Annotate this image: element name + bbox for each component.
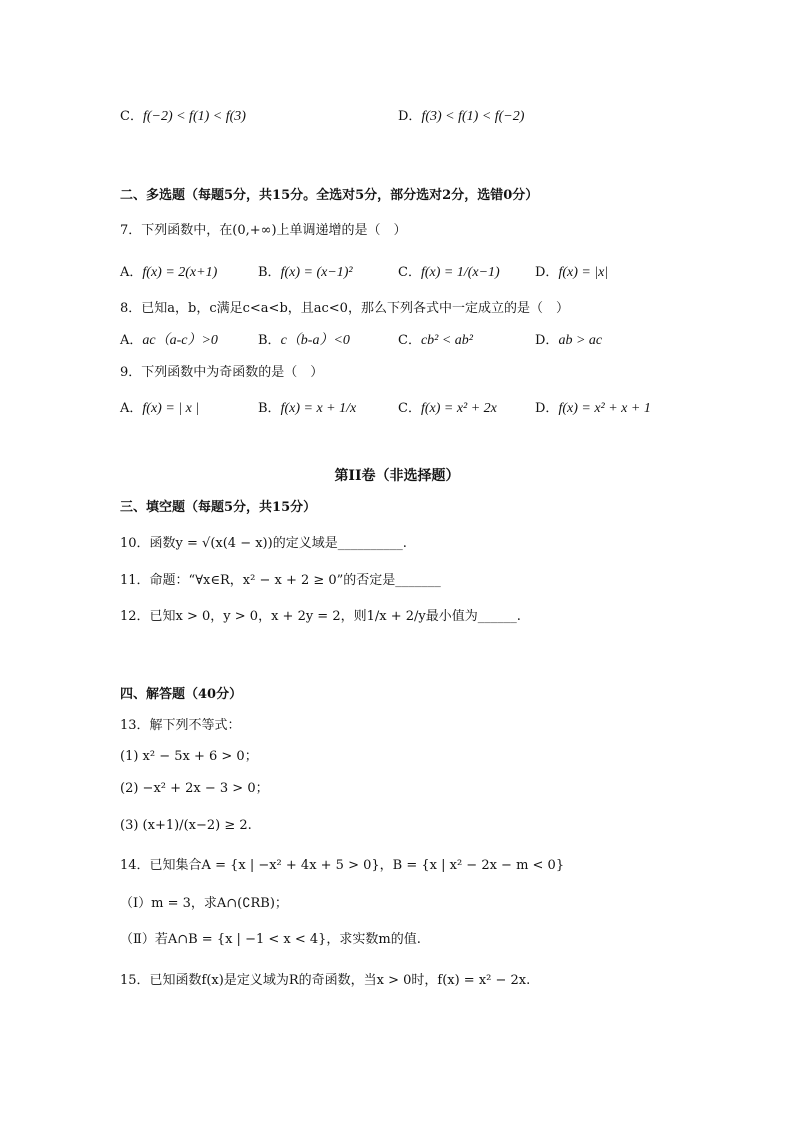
option-expr: cb² < ab² — [420, 333, 474, 348]
q7-option-b — [258, 262, 353, 284]
q13-stem: 13．解下列不等式： — [120, 718, 241, 733]
q9-option-d — [535, 398, 651, 420]
option-expr: f(x) = (x−1)² — [280, 265, 353, 280]
section-solve-title: 四、解答题（40分） — [120, 687, 243, 702]
q9-option-b — [258, 398, 356, 420]
q8-option-d — [535, 330, 602, 352]
section-multi-choice-title: 二、多选题（每题5分，共15分。全选对5分，部分选对2分，选错0分） — [120, 188, 539, 203]
option-expr: f(−2) < f(1) < f(3) — [142, 109, 246, 124]
option-expr: ab > ac — [558, 333, 603, 348]
q8-stem: 8．已知a，b，c满足c<a<b，且ac<0，那么下列各式中一定成立的是（ ） — [120, 301, 569, 316]
q13-part-1: (1) x² − 5x + 6 > 0； — [120, 749, 258, 764]
option-label: A． — [120, 333, 143, 348]
option-label: C． — [120, 109, 143, 124]
option-label: D． — [535, 265, 559, 280]
q8-option-b — [258, 330, 350, 352]
option-expr: f(x) = | x | — [142, 401, 200, 416]
q14-part-1: （Ⅰ）m = 3，求A∩(∁RB)； — [120, 896, 288, 911]
q11-text: 11．命题：“∀x∈R，x² − x + 2 ≥ 0”的否定是_______ — [120, 573, 441, 588]
option-label: B． — [258, 333, 281, 348]
q6-option-d — [398, 106, 524, 128]
q9-option-c — [398, 398, 497, 420]
option-expr: c（b-a）<0 — [280, 333, 350, 348]
q9-stem: 9．下列函数中为奇函数的是（ ） — [120, 365, 324, 380]
option-label: B． — [258, 265, 281, 280]
option-expr: f(x) = |x| — [558, 265, 609, 280]
option-label: D． — [398, 109, 422, 124]
option-label: C． — [398, 333, 421, 348]
option-expr: f(x) = 2(x+1) — [142, 265, 218, 280]
q13-part-3: (3) (x+1)/(x−2) ≥ 2. — [120, 818, 252, 833]
option-label: C． — [398, 265, 421, 280]
q14-part-2: （Ⅱ）若A∩B = {x | −1 < x < 4}，求实数m的值. — [120, 932, 421, 947]
q8-option-c — [398, 330, 473, 352]
q6-option-c — [120, 106, 246, 128]
q7-option-a — [120, 262, 217, 284]
option-label: B． — [258, 401, 281, 416]
q12-text: 12．已知x > 0，y > 0，x + 2y = 2，则1/x + 2/y最小值为______. — [120, 609, 521, 624]
option-expr: f(x) = x + 1/x — [280, 401, 357, 416]
option-expr: f(x) = x² + x + 1 — [558, 401, 651, 416]
section-fill-blank-title: 三、填空题（每题5分，共15分） — [120, 500, 317, 515]
option-label: A． — [120, 401, 143, 416]
option-expr: f(x) = 1/(x−1) — [420, 265, 500, 280]
option-expr: f(x) = x² + 2x — [420, 401, 497, 416]
option-label: A． — [120, 265, 143, 280]
option-label: D． — [535, 401, 559, 416]
q15-text: 15．已知函数f(x)是定义域为R的奇函数，当x > 0时，f(x) = x² − 2x. — [120, 973, 531, 988]
q9-option-a — [120, 398, 199, 420]
q7-option-d — [535, 262, 608, 284]
q8-option-a — [120, 330, 218, 352]
q7-option-c — [398, 262, 500, 284]
option-expr: f(3) < f(1) < f(−2) — [421, 109, 525, 124]
part-two-title: 第II卷（非选择题） — [334, 468, 460, 484]
q7-stem: 7．下列函数中，在(0,+∞)上单调递增的是（ ） — [120, 223, 407, 238]
option-expr: ac（a-c）>0 — [142, 333, 218, 348]
q10-text: 10．函数y = √(x(4 − x))的定义域是__________. — [120, 536, 407, 551]
option-label: D． — [535, 333, 559, 348]
q13-part-2: (2) −x² + 2x − 3 > 0； — [120, 781, 269, 796]
option-label: C． — [398, 401, 421, 416]
q14-stem: 14．已知集合A = {x | −x² + 4x + 5 > 0}，B = {x | x² − 2x − m < 0} — [120, 858, 565, 873]
